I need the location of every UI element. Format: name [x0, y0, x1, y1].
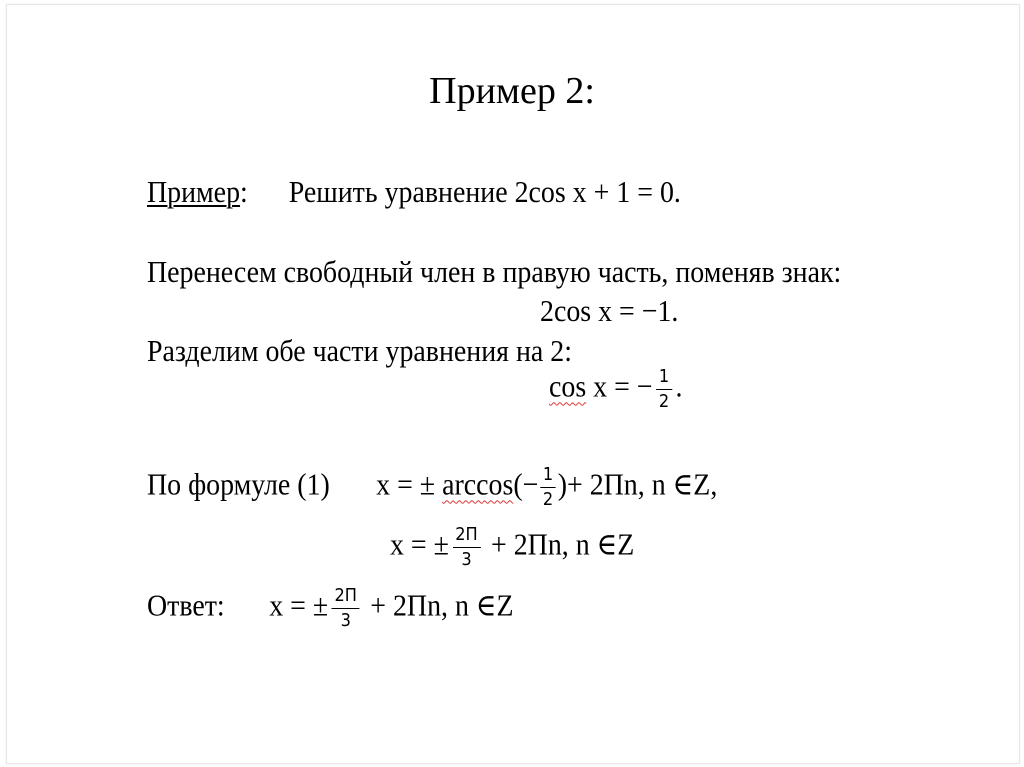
- equation-cos: [549, 368, 682, 411]
- example-task: Решить уравнение 2cos x + 1 = 0.: [288, 174, 681, 209]
- solution-pre: x = ±: [390, 526, 449, 562]
- fraction-numerator: 2П: [453, 526, 481, 548]
- cos-eq-end: .: [675, 368, 683, 404]
- formula-label: По формуле (1): [147, 466, 330, 502]
- fraction-two-pi-thirds: [332, 587, 360, 630]
- answer-pre: x = ±: [269, 587, 329, 623]
- answer-post: + 2Пn, n ∈Z: [363, 587, 514, 623]
- slide-frame: [6, 4, 1020, 764]
- example-label: Пример: [147, 174, 241, 209]
- formula-open: (−: [513, 466, 539, 502]
- fraction-denominator: 2: [658, 391, 670, 412]
- equation-2cos: 2cos x = −1.: [540, 293, 679, 328]
- formula-post: )+ 2Пn, n ∈Z,: [557, 466, 718, 502]
- example-label-colon: :: [240, 174, 248, 209]
- formula-line: [147, 466, 717, 509]
- solution-line: [390, 526, 634, 569]
- arccos-word: arccos: [442, 466, 514, 502]
- step-move-term: Перенесем свободный член в правую часть, поменяв знак:: [147, 254, 842, 289]
- cos-eq-left: x = −: [586, 368, 653, 404]
- step-divide: Разделим обе части уравнения на 2:: [147, 333, 572, 368]
- fraction-one-half: [540, 466, 556, 509]
- formula-pre: x = ±: [376, 466, 443, 502]
- fraction-one-half: [656, 368, 672, 411]
- fraction-numerator: 2П: [332, 587, 360, 609]
- fraction-denominator: 2: [542, 489, 554, 510]
- example-statement: [147, 176, 681, 207]
- slide-title: Пример 2:: [429, 70, 595, 112]
- answer-label: Ответ:: [147, 587, 225, 623]
- fraction-numerator: 1: [540, 466, 556, 488]
- fraction-denominator: 3: [461, 549, 472, 570]
- fraction-two-pi-thirds: [453, 526, 481, 569]
- answer-line: [147, 587, 514, 630]
- solution-post: + 2Пn, n ∈Z: [484, 526, 635, 562]
- cos-word: cos: [549, 368, 587, 404]
- fraction-numerator: 1: [656, 368, 672, 390]
- fraction-denominator: 3: [340, 610, 351, 631]
